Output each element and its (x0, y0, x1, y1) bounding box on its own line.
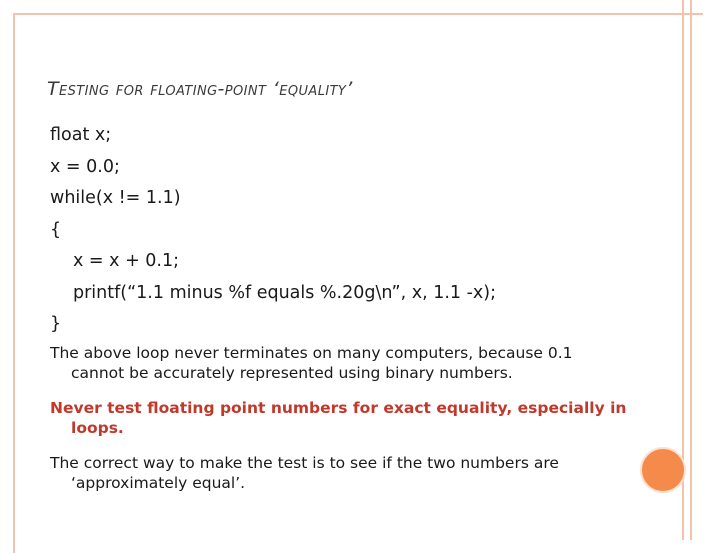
code-line: while(x != 1.1) (50, 188, 181, 208)
code-line: { (50, 219, 62, 240)
code-line: } (50, 314, 62, 334)
warning-paragraph (50, 398, 660, 438)
advice-paragraph (50, 453, 660, 493)
slide-title: Testing for floating-point ‘equality’ (47, 78, 353, 100)
paragraph-line: The above loop never terminates on many computers, because 0.1 (50, 344, 573, 362)
code-block (50, 120, 496, 341)
paragraph-line: loops. (71, 419, 124, 437)
paragraph-line: The correct way to make the test is to see if the two numbers are (50, 454, 559, 472)
paragraph-line: ‘approximately equal’. (71, 474, 246, 492)
code-line: x = 0.0; (50, 156, 120, 177)
paragraph-line: cannot be accurately represented using binary numbers. (71, 364, 513, 382)
code-line: x = x + 0.1; (73, 251, 180, 271)
code-line: printf(“1.1 minus %f equals %.20g\n”, x, 1.1 -x); (73, 282, 496, 303)
explanation-paragraph (50, 343, 660, 383)
paragraph-line: Never test floating point numbers for exact equality, especially in (50, 399, 627, 417)
decorative-rule (690, 0, 692, 540)
code-line: float x; (50, 125, 112, 145)
